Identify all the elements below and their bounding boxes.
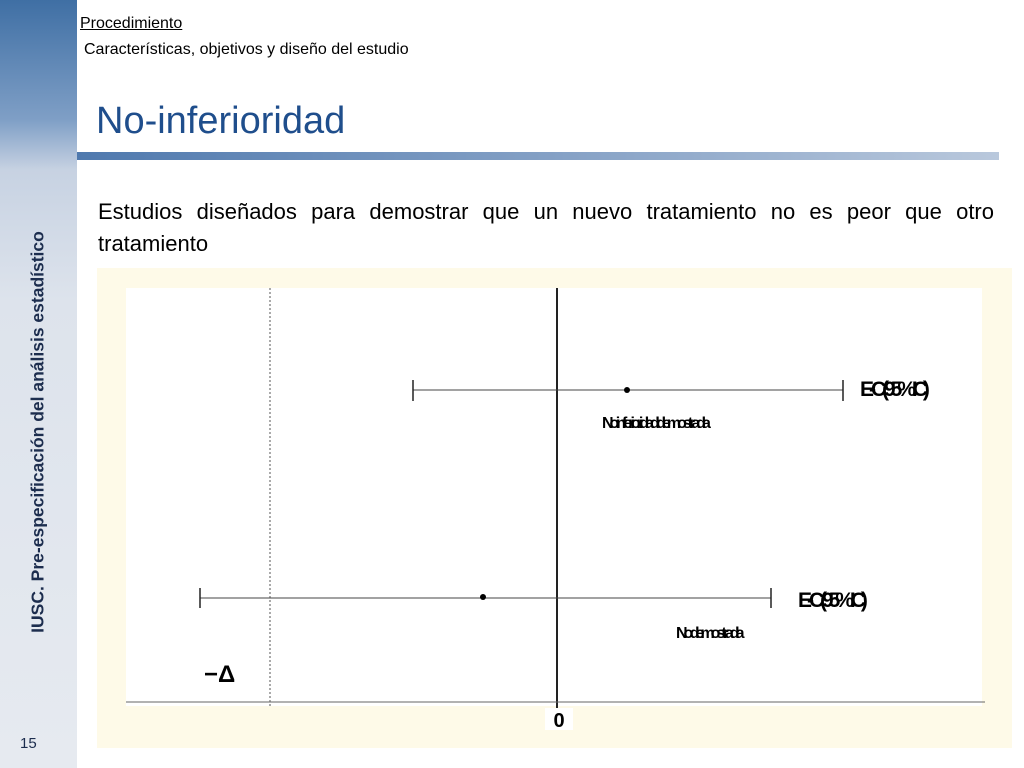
slide-title: No-inferioridad: [96, 100, 346, 142]
page-number: 15: [20, 735, 37, 752]
ci-top-label: E-C (95% IC): [860, 378, 925, 401]
breadcrumb-subsection: Características, objetivos y diseño del estudio: [84, 41, 409, 58]
delta-label: −Δ: [204, 661, 236, 688]
ci-top-point: [624, 387, 630, 393]
ci-top-caption: No inferioridad demostrada: [602, 415, 707, 432]
ci-bottom-caption: No demostrada: [676, 625, 741, 642]
zero-label: 0: [553, 710, 565, 732]
ci-bottom-point: [480, 594, 486, 600]
breadcrumb-section[interactable]: Procedimiento: [80, 15, 183, 32]
figure-plot-area: [126, 288, 982, 706]
body-paragraph: Estudios diseñados para demostrar que un nuevo tratamiento no es peor que otro tratamiento: [98, 199, 994, 256]
ci-bottom-label: E-C (95% IC): [798, 589, 863, 612]
sidebar-vertical-title: IUSC. Pre-especificación del análisis estadístico: [27, 231, 48, 633]
